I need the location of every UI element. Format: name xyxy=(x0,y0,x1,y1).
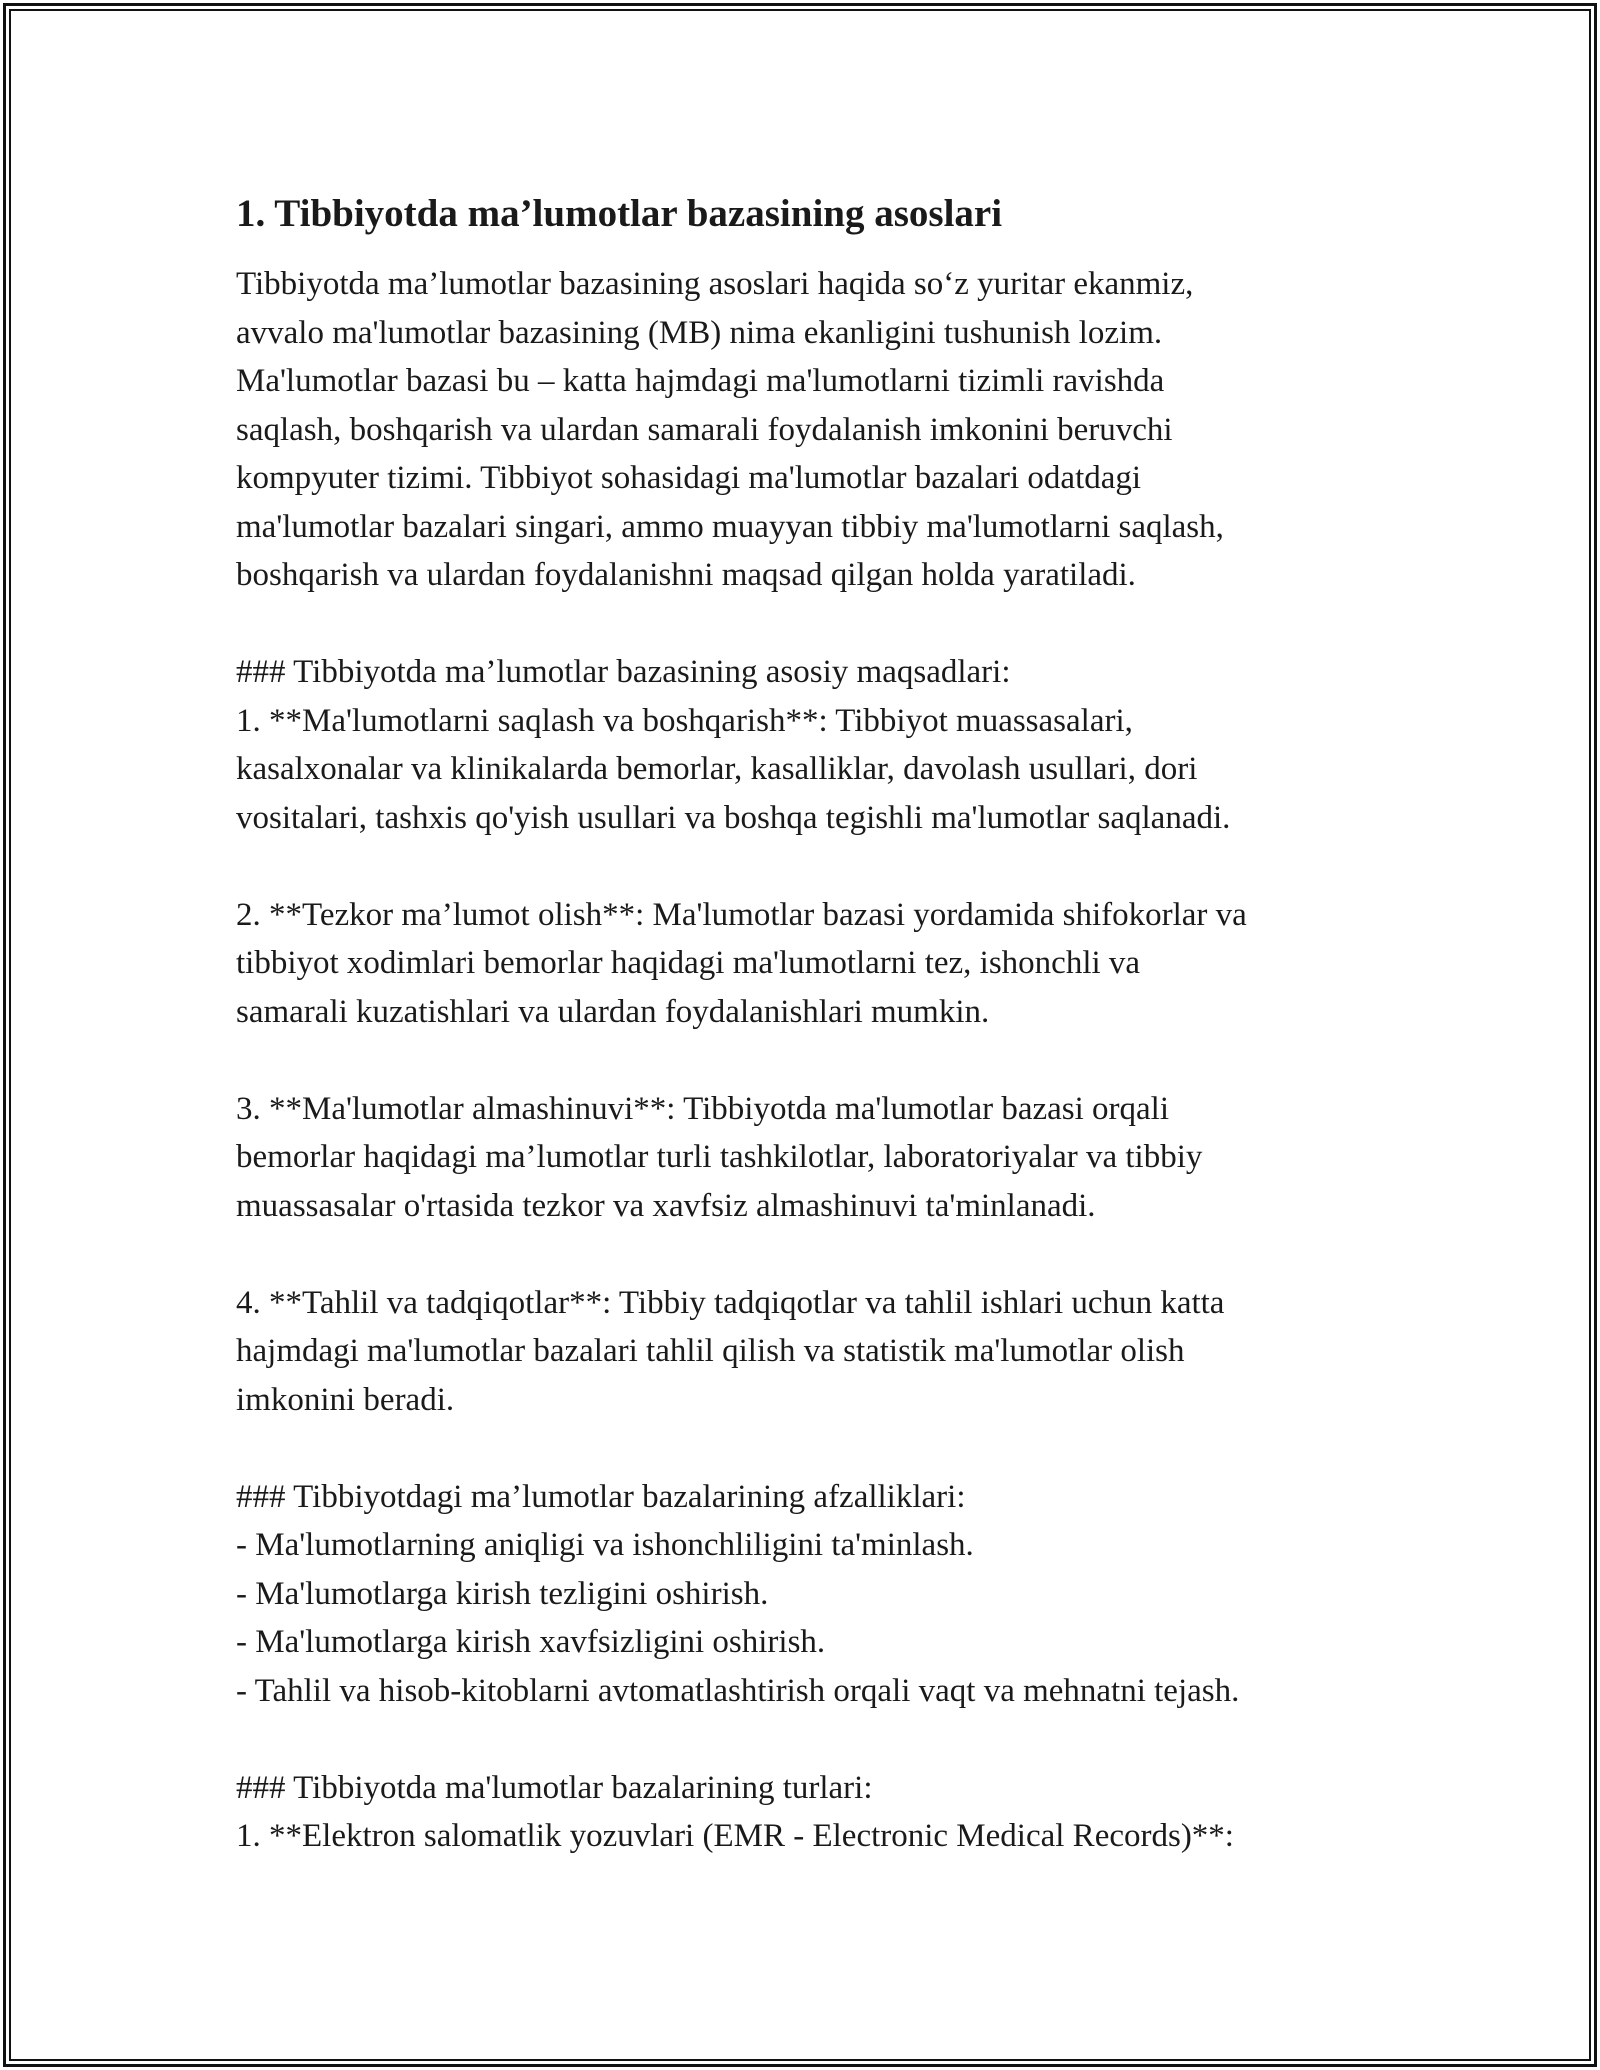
goal-3-line: bemorlar haqidagi ma’lumotlar turli tashkilotlar, laboratoriyalar va tibbiy xyxy=(236,1139,1203,1175)
goal-1-line: vositalari, tashxis qo'yish usullari va boshqa tegishli ma'lumotlar saqlanadi. xyxy=(236,799,1231,836)
goal-4-line: 4. **Tahlil va tadqiqotlar**: Tibbiy tadqiqotlar va tahlil ishlari uchun katta xyxy=(236,1284,1225,1321)
advantages-section xyxy=(236,1473,1376,1716)
goal-1-line: kasalxonalar va klinikalarda bemorlar, kasalliklar, davolash usullari, dori xyxy=(236,751,1198,787)
intro-paragraph xyxy=(236,260,1376,600)
goal-2-line: 2. **Tezkor ma’lumot olish**: Ma'lumotlar bazasi yordamida shifokorlar va xyxy=(236,896,1247,933)
advantage-item: - Ma'lumotlarga kirish xavfsizligini oshirish. xyxy=(236,1624,826,1660)
types-section xyxy=(236,1764,1376,1861)
goal-1-line: 1. **Ma'lumotlarni saqlash va boshqarish**: Tibbiyot muassasalari, xyxy=(236,702,1133,739)
paragraph-gap xyxy=(236,1230,1376,1279)
goals-heading: ### Tibbiyotda ma’lumotlar bazasining asosiy maqsadlari: xyxy=(236,654,1011,690)
advantages-heading: ### Tibbiyotdagi ma’lumotlar bazalarining afzalliklari: xyxy=(236,1478,966,1515)
document-body xyxy=(236,188,1376,1861)
goal-4-line: hajmdagi ma'lumotlar bazalari tahlil qilish va statistik ma'lumotlar olish xyxy=(236,1333,1185,1369)
text-line: Tibbiyotda ma’lumotlar bazasining asoslari haqida so‘z yuritar ekanmiz, xyxy=(236,266,1194,302)
text-line: Ma'lumotlar bazasi bu – katta hajmdagi ma'lumotlarni tizimli ravishda xyxy=(236,363,1165,399)
text-line: saqlash, boshqarish va ulardan samarali foydalanish imkonini beruvchi xyxy=(236,411,1173,448)
goal-3-line: muassasalar o'rtasida tezkor va xavfsiz almashinuvi ta'minlanadi. xyxy=(236,1187,1096,1224)
goal-3-paragraph xyxy=(236,1085,1376,1231)
text-line: avvalo ma'lumotlar bazasining (MB) nima ekanligini tushunish lozim. xyxy=(236,314,1163,351)
paragraph-gap xyxy=(236,1715,1376,1764)
goal-3-line: 3. **Ma'lumotlar almashinuvi**: Tibbiyotda ma'lumotlar bazasi orqali xyxy=(236,1090,1170,1127)
paragraph-gap xyxy=(236,1424,1376,1473)
goal-2-line: samarali kuzatishlari va ulardan foydalanishlari mumkin. xyxy=(236,993,990,1030)
type-item: 1. **Elektron salomatlik yozuvlari (EMR - Electronic Medical Records)**: xyxy=(236,1818,1234,1854)
text-line: boshqarish va ulardan foydalanishni maqsad qilgan holda yaratiladi. xyxy=(236,557,1136,593)
goal-2-line: tibbiyot xodimlari bemorlar haqidagi ma'lumotlarni tez, ishonchli va xyxy=(236,945,1141,981)
advantage-item: - Tahlil va hisob-kitoblarni avtomatlashtirish orqali vaqt va mehnatni tejash. xyxy=(236,1672,1240,1709)
goals-section xyxy=(236,648,1376,842)
advantage-item: - Ma'lumotlarning aniqligi va ishonchliligini ta'minlash. xyxy=(236,1527,974,1563)
paragraph-gap xyxy=(236,842,1376,891)
types-heading: ### Tibbiyotda ma'lumotlar bazalarining turlari: xyxy=(236,1769,873,1806)
section-heading: 1. Tibbiyotda ma’lumotlar bazasining asoslari xyxy=(236,192,1003,235)
text-line: ma'lumotlar bazalari singari, ammo muayyan tibbiy ma'lumotlarni saqlash, xyxy=(236,508,1224,545)
goal-4-line: imkonini beradi. xyxy=(236,1381,455,1418)
advantage-item: - Ma'lumotlarga kirish tezligini oshirish. xyxy=(236,1575,769,1612)
paragraph-gap xyxy=(236,600,1376,649)
text-line: kompyuter tizimi. Tibbiyot sohasidagi ma'lumotlar bazalari odatdagi xyxy=(236,460,1142,496)
goal-2-paragraph xyxy=(236,891,1376,1037)
paragraph-gap xyxy=(236,1036,1376,1085)
goal-4-paragraph xyxy=(236,1279,1376,1425)
